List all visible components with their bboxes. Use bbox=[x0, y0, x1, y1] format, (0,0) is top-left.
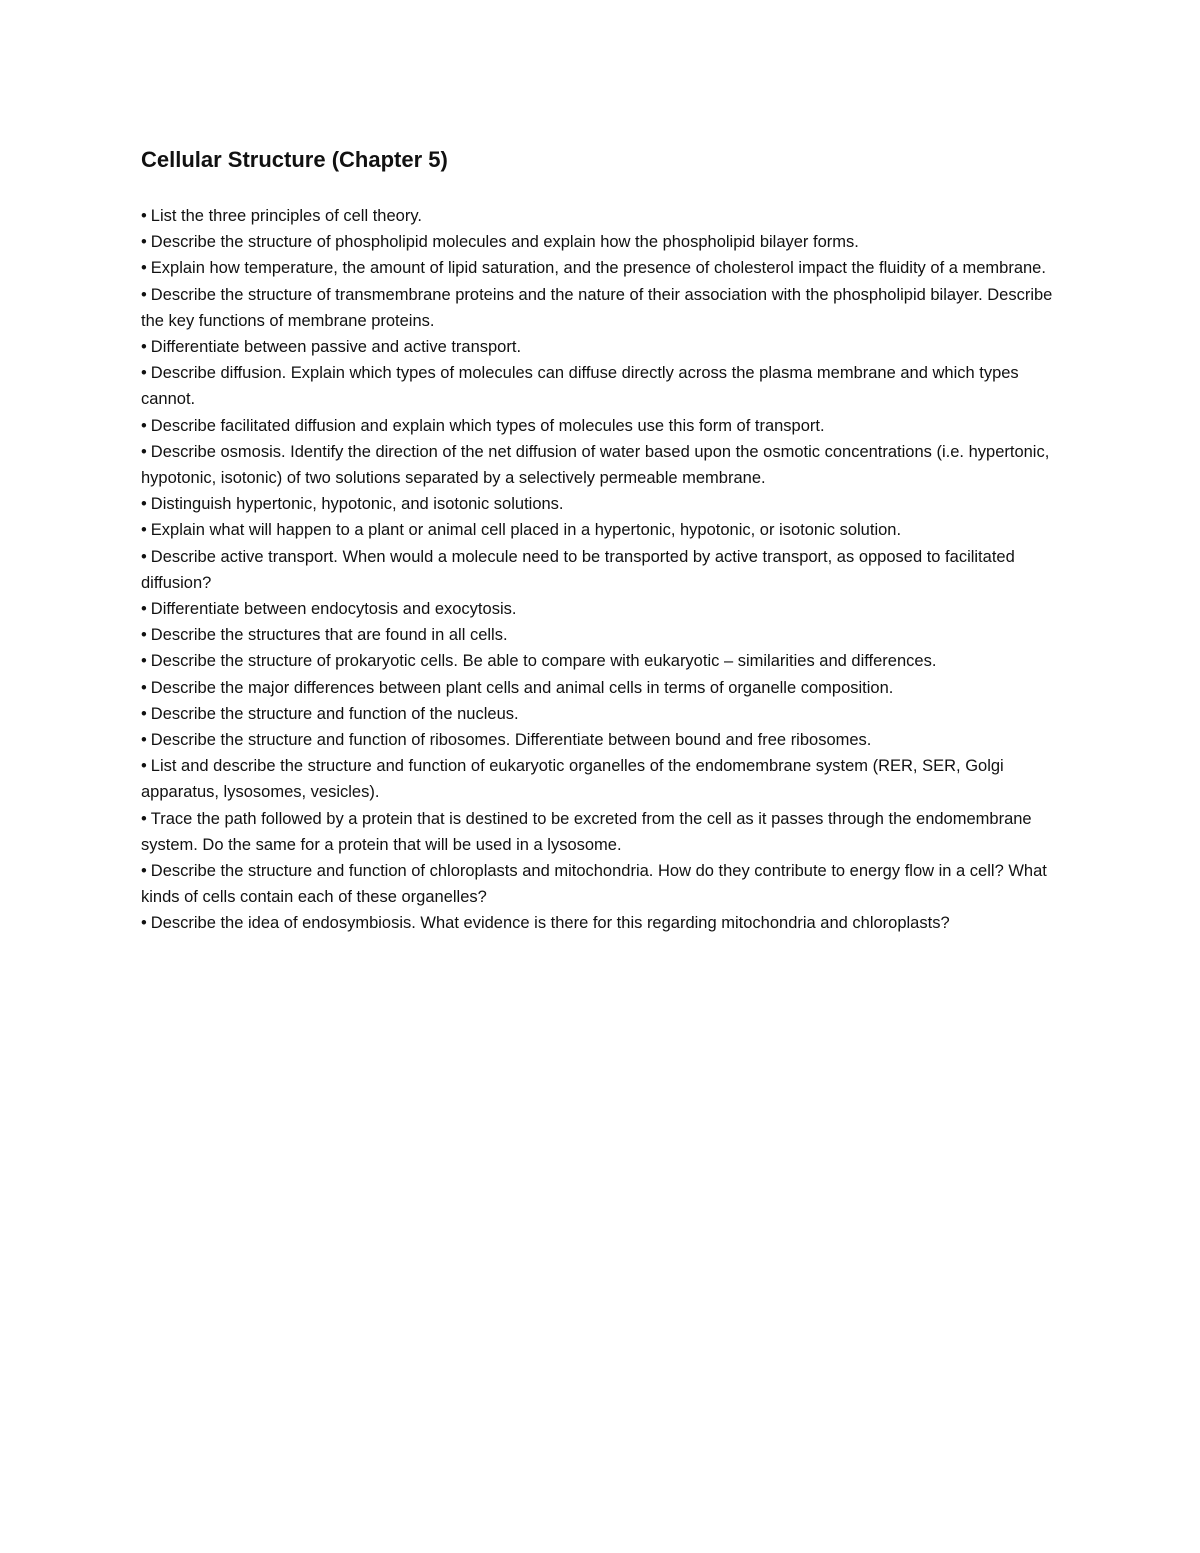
bullet-icon: • bbox=[141, 547, 147, 566]
bullet-icon: • bbox=[141, 678, 147, 697]
objective-item bbox=[141, 491, 1061, 517]
bullet-icon: • bbox=[141, 338, 147, 357]
bullet-icon: • bbox=[141, 809, 147, 828]
objective-text: Describe the structure and function of chloroplasts and mitochondria. How do they contribute to energy flow in a cell? What kinds of cells contain each of these organelles? bbox=[141, 862, 1047, 907]
objective-text: Describe the major differences between plant cells and animal cells in terms of organelle composition. bbox=[150, 678, 894, 697]
objective-item bbox=[141, 334, 1061, 360]
objective-item bbox=[141, 282, 1061, 334]
objective-item bbox=[141, 648, 1061, 674]
bullet-icon: • bbox=[141, 259, 147, 278]
objective-item bbox=[141, 727, 1061, 753]
page-title: Cellular Structure (Chapter 5) bbox=[141, 147, 448, 172]
objective-item bbox=[141, 675, 1061, 701]
bullet-icon: • bbox=[141, 600, 147, 619]
objective-text: Describe osmosis. Identify the direction of the net diffusion of water based upon the osmotic concentrations (i.e. hypertonic, hypotonic, isotonic) of two solutions separated by a selectively permeable membrane. bbox=[141, 442, 1050, 488]
objective-text: List the three principles of cell theory. bbox=[150, 207, 422, 225]
bullet-icon: • bbox=[141, 495, 147, 514]
objective-item bbox=[141, 596, 1061, 622]
objective-item bbox=[141, 910, 1061, 936]
bullet-icon: • bbox=[141, 285, 147, 304]
objective-text: Describe the structure of transmembrane proteins and the nature of their association with the phospholipid bilayer. Describe the key functions of membrane proteins. bbox=[141, 285, 1053, 330]
objective-item bbox=[141, 806, 1061, 858]
bullet-icon: • bbox=[141, 731, 147, 750]
bullet-icon: • bbox=[141, 442, 147, 461]
bullet-icon: • bbox=[141, 652, 147, 671]
objective-item bbox=[141, 360, 1061, 412]
objective-item bbox=[141, 203, 1061, 229]
objective-text: Describe the structure and function of ribosomes. Differentiate between bound and free ribosomes. bbox=[150, 731, 872, 750]
objective-item bbox=[141, 753, 1061, 805]
objective-item bbox=[141, 517, 1061, 543]
objective-text: Describe facilitated diffusion and explain which types of molecules use this form of transport. bbox=[150, 416, 825, 435]
objective-text: Distinguish hypertonic, hypotonic, and isotonic solutions. bbox=[150, 495, 564, 514]
objective-item bbox=[141, 544, 1061, 596]
objective-text: Describe diffusion. Explain which types of molecules can diffuse directly across the plasma membrane and which types cannot. bbox=[141, 364, 1019, 409]
objective-list bbox=[141, 203, 1061, 937]
objective-text: Describe the structure and function of the nucleus. bbox=[150, 704, 519, 723]
bullet-icon: • bbox=[141, 704, 147, 723]
objective-text: Differentiate between endocytosis and exocytosis. bbox=[150, 600, 517, 619]
objective-text: Describe active transport. When would a molecule need to be transported by active transport, as opposed to facilitated diffusion? bbox=[141, 547, 1015, 592]
objective-text: Describe the idea of endosymbiosis. What evidence is there for this regarding mitochondria and chloroplasts? bbox=[150, 914, 950, 933]
objective-text: Describe the structure of prokaryotic cells. Be able to compare with eukaryotic – similarities and differences. bbox=[150, 652, 937, 671]
objective-item bbox=[141, 255, 1061, 281]
objective-item bbox=[141, 413, 1061, 439]
bullet-icon: • bbox=[141, 416, 147, 435]
objective-item bbox=[141, 439, 1061, 491]
objective-item bbox=[141, 622, 1061, 648]
objective-item bbox=[141, 858, 1061, 910]
objective-text: Describe the structures that are found in all cells. bbox=[150, 626, 508, 645]
objective-item bbox=[141, 701, 1061, 727]
objective-item bbox=[141, 229, 1061, 255]
bullet-icon: • bbox=[141, 757, 147, 776]
objective-text: Explain what will happen to a plant or animal cell placed in a hypertonic, hypotonic, or isotonic solution. bbox=[150, 521, 902, 540]
objective-text: Explain how temperature, the amount of lipid saturation, and the presence of cholesterol impact the fluidity of a membrane. bbox=[150, 259, 1046, 278]
bullet-icon: • bbox=[141, 914, 147, 933]
bullet-icon: • bbox=[141, 626, 147, 645]
objective-text: Describe the structure of phospholipid molecules and explain how the phospholipid bilayer forms. bbox=[150, 233, 859, 252]
objective-text: Differentiate between passive and active transport. bbox=[150, 338, 522, 357]
bullet-icon: • bbox=[141, 207, 147, 225]
bullet-icon: • bbox=[141, 364, 147, 383]
bullet-icon: • bbox=[141, 862, 147, 881]
objective-text: List and describe the structure and function of eukaryotic organelles of the endomembrane system (RER, SER, Golgi apparatus, lysosomes, vesicles). bbox=[141, 757, 1004, 802]
objective-text: Trace the path followed by a protein that is destined to be excreted from the cell as it passes through the endomembrane system. Do the same for a protein that will be used in a lysosome. bbox=[141, 809, 1032, 854]
bullet-icon: • bbox=[141, 521, 147, 540]
bullet-icon: • bbox=[141, 233, 147, 252]
